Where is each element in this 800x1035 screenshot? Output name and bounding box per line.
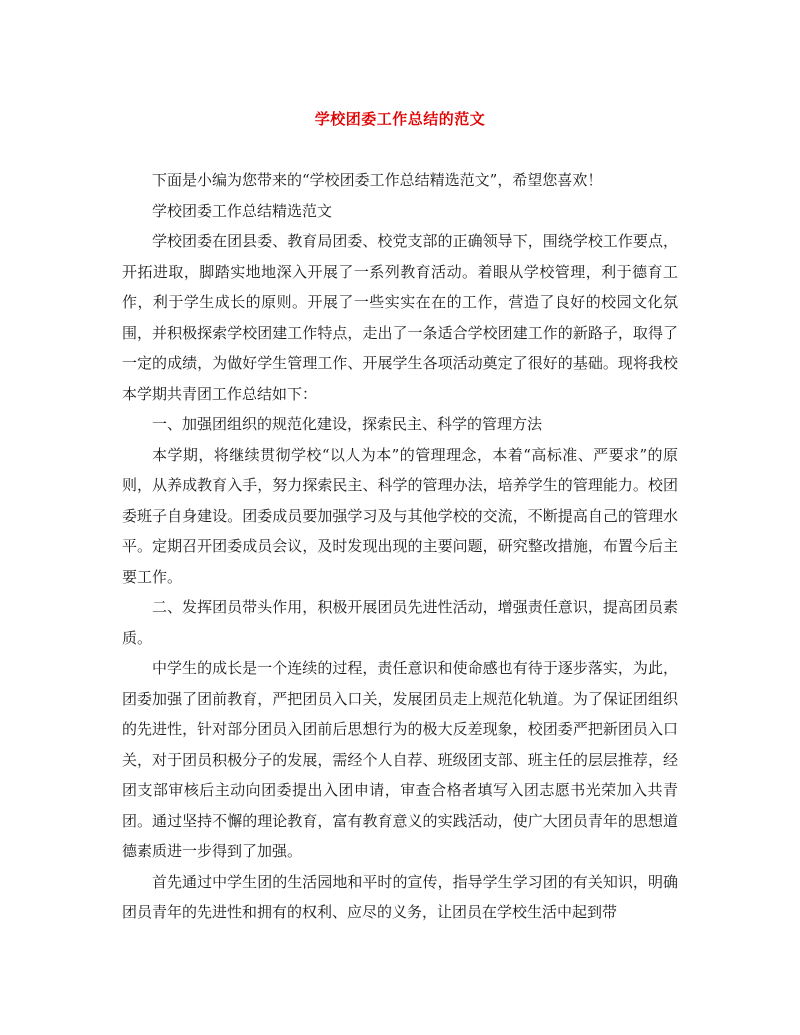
paragraph-section-1-heading: 一、加强团组织的规范化建设，探索民主、科学的管理方法 — [152, 415, 543, 433]
paragraph-section-2-continued: 首先通过中学生团的生活园地和平时的宣传，指导学生学习团的有关知识，明确团员青年的先进性和拥有的权利、应尽的义务，让团员在学校生活中起到带 — [122, 872, 678, 921]
paragraph-overview: 学校团委在团县委、教育局团委、校党支部的正确领导下，围绕学校工作要点，开拓进取，脚踏实地地深入开展了一系列教育活动。着眼从学校管理，利于德育工作，利于学生成长的原则。开展了一些实实在在的工作，营造了良好的校园文化氛围，并积极探索学校团建工作特点，走出了一条适合学校团建工作的新路子，取得了一定的成绩，为做好学生管理工作、开展学生各项活动奠定了很好的基础。现将我校本学期共青团工作总结如下： — [122, 232, 678, 403]
paragraph-section-1-body: 本学期，将继续贯彻学校“以人为本”的管理理念，本着“高标准、严要求”的原则，从养成教育入手，努力探索民主、科学的管理办法，培养学生的管理能力。校团委班子自身建设。团委成员要加强学习及与其他学校的交流，不断提高自己的管理水平。定期召开团委成员会议，及时发现出现的主要问题，研究整改措施，布置今后主要工作。 — [122, 445, 678, 586]
paragraph-section-2-heading: 二、发挥团员带头作用，积极开展团员先进性活动，增强责任意识，提高团员素质。 — [122, 598, 678, 647]
paragraph-section-2-body: 中学生的成长是一个连续的过程，责任意识和使命感也有待于逐步落实，为此，团委加强了团前教育，严把团员入口关，发展团员走上规范化轨道。为了保证团组织的先进性，针对部分团员入团前后思想行为的极大反差现象，校团委严把新团员入口关，对于团员积极分子的发展，需经个人自荐、班级团支部、班主任的层层推荐，经团支部审核后主动向团委提出入团申请，审查合格者填写入团志愿书光荣加入共青团。通过坚持不懈的理论教育，富有教育意义的实践活动，使广大团员青年的思想道德素质进一步得到了加强。 — [122, 659, 678, 860]
paragraph-subtitle: 学校团委工作总结精选范文 — [152, 201, 333, 220]
document-title: 学校团委工作总结的范文 — [314, 110, 486, 128]
paragraph-intro: 下面是小编为您带来的“学校团委工作总结精选范文”，希望您喜欢！ — [152, 171, 603, 189]
document-body — [122, 165, 678, 928]
